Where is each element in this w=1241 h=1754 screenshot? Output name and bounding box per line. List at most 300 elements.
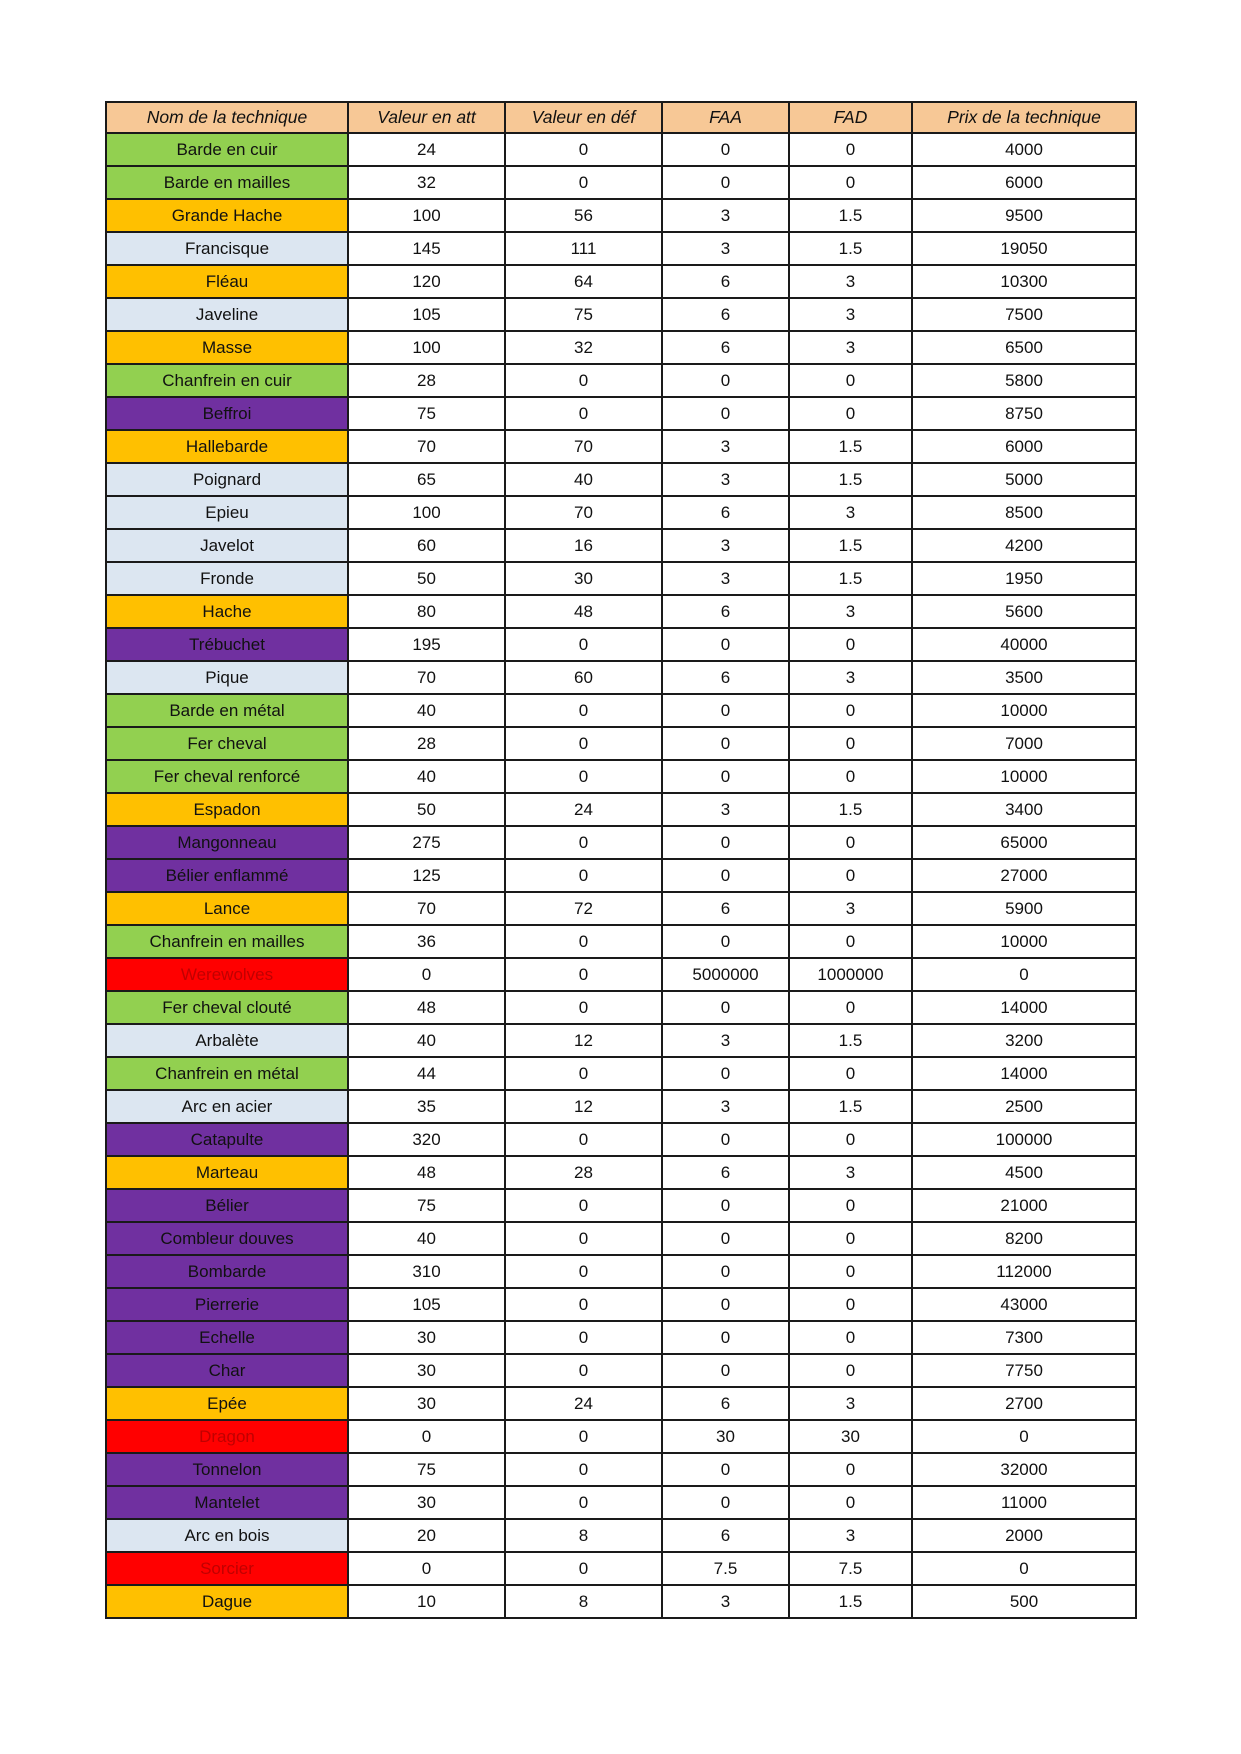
technique-name-cell: Werewolves xyxy=(106,958,348,991)
technique-fad-cell: 1.5 xyxy=(789,793,912,826)
technique-faa-cell: 0 xyxy=(662,1453,789,1486)
technique-name-cell: Javelot xyxy=(106,529,348,562)
technique-att-cell: 48 xyxy=(348,991,505,1024)
technique-faa-cell: 6 xyxy=(662,496,789,529)
technique-name-cell: Fer cheval clouté xyxy=(106,991,348,1024)
table-row xyxy=(106,694,1136,727)
technique-name-cell: Grande Hache xyxy=(106,199,348,232)
technique-name-cell: Espadon xyxy=(106,793,348,826)
technique-faa-cell: 0 xyxy=(662,859,789,892)
technique-def-cell: 64 xyxy=(505,265,662,298)
technique-fad-cell: 0 xyxy=(789,1321,912,1354)
table-row xyxy=(106,529,1136,562)
technique-def-cell: 70 xyxy=(505,430,662,463)
technique-prix-cell: 8750 xyxy=(912,397,1136,430)
technique-name-cell: Mangonneau xyxy=(106,826,348,859)
table-row xyxy=(106,628,1136,661)
column-header-faa: FAA xyxy=(662,102,789,133)
technique-faa-cell: 3 xyxy=(662,1024,789,1057)
technique-fad-cell: 0 xyxy=(789,1057,912,1090)
technique-def-cell: 0 xyxy=(505,991,662,1024)
technique-name-cell: Dague xyxy=(106,1585,348,1618)
technique-def-cell: 0 xyxy=(505,760,662,793)
table-row xyxy=(106,232,1136,265)
technique-fad-cell: 3 xyxy=(789,298,912,331)
technique-att-cell: 50 xyxy=(348,562,505,595)
table-row xyxy=(106,1519,1136,1552)
technique-fad-cell: 1.5 xyxy=(789,232,912,265)
technique-faa-cell: 0 xyxy=(662,925,789,958)
technique-def-cell: 48 xyxy=(505,595,662,628)
technique-att-cell: 10 xyxy=(348,1585,505,1618)
technique-def-cell: 0 xyxy=(505,1552,662,1585)
technique-faa-cell: 3 xyxy=(662,463,789,496)
technique-name-cell: Francisque xyxy=(106,232,348,265)
technique-att-cell: 36 xyxy=(348,925,505,958)
technique-def-cell: 0 xyxy=(505,1354,662,1387)
technique-att-cell: 310 xyxy=(348,1255,505,1288)
technique-fad-cell: 0 xyxy=(789,727,912,760)
table-row xyxy=(106,991,1136,1024)
technique-prix-cell: 100000 xyxy=(912,1123,1136,1156)
technique-faa-cell: 0 xyxy=(662,397,789,430)
technique-faa-cell: 30 xyxy=(662,1420,789,1453)
table-row xyxy=(106,1024,1136,1057)
technique-prix-cell: 7750 xyxy=(912,1354,1136,1387)
technique-def-cell: 0 xyxy=(505,397,662,430)
technique-faa-cell: 6 xyxy=(662,1387,789,1420)
technique-fad-cell: 3 xyxy=(789,331,912,364)
technique-fad-cell: 1.5 xyxy=(789,1585,912,1618)
technique-prix-cell: 6000 xyxy=(912,166,1136,199)
table-row xyxy=(106,496,1136,529)
technique-faa-cell: 3 xyxy=(662,562,789,595)
technique-def-cell: 0 xyxy=(505,859,662,892)
technique-att-cell: 30 xyxy=(348,1354,505,1387)
technique-prix-cell: 0 xyxy=(912,958,1136,991)
technique-name-cell: Bélier enflammé xyxy=(106,859,348,892)
table-row xyxy=(106,1288,1136,1321)
technique-att-cell: 100 xyxy=(348,199,505,232)
table-row xyxy=(106,562,1136,595)
technique-prix-cell: 8500 xyxy=(912,496,1136,529)
technique-faa-cell: 7.5 xyxy=(662,1552,789,1585)
technique-prix-cell: 2700 xyxy=(912,1387,1136,1420)
technique-prix-cell: 2500 xyxy=(912,1090,1136,1123)
technique-faa-cell: 0 xyxy=(662,1255,789,1288)
technique-def-cell: 0 xyxy=(505,133,662,166)
table-row xyxy=(106,1057,1136,1090)
technique-att-cell: 75 xyxy=(348,1453,505,1486)
technique-prix-cell: 0 xyxy=(912,1552,1136,1585)
technique-def-cell: 8 xyxy=(505,1585,662,1618)
technique-fad-cell: 1.5 xyxy=(789,463,912,496)
technique-def-cell: 56 xyxy=(505,199,662,232)
technique-prix-cell: 112000 xyxy=(912,1255,1136,1288)
technique-prix-cell: 2000 xyxy=(912,1519,1136,1552)
technique-faa-cell: 0 xyxy=(662,1057,789,1090)
technique-def-cell: 0 xyxy=(505,1420,662,1453)
technique-fad-cell: 1.5 xyxy=(789,562,912,595)
technique-name-cell: Epieu xyxy=(106,496,348,529)
technique-prix-cell: 1950 xyxy=(912,562,1136,595)
table-row xyxy=(106,595,1136,628)
technique-faa-cell: 5000000 xyxy=(662,958,789,991)
technique-def-cell: 70 xyxy=(505,496,662,529)
technique-name-cell: Hache xyxy=(106,595,348,628)
technique-faa-cell: 6 xyxy=(662,331,789,364)
technique-att-cell: 0 xyxy=(348,958,505,991)
technique-fad-cell: 0 xyxy=(789,628,912,661)
technique-name-cell: Arc en acier xyxy=(106,1090,348,1123)
technique-att-cell: 100 xyxy=(348,496,505,529)
technique-name-cell: Barde en métal xyxy=(106,694,348,727)
technique-fad-cell: 0 xyxy=(789,1123,912,1156)
technique-name-cell: Arc en bois xyxy=(106,1519,348,1552)
table-row xyxy=(106,1552,1136,1585)
technique-name-cell: Chanfrein en cuir xyxy=(106,364,348,397)
technique-att-cell: 50 xyxy=(348,793,505,826)
technique-att-cell: 20 xyxy=(348,1519,505,1552)
technique-faa-cell: 6 xyxy=(662,595,789,628)
technique-fad-cell: 0 xyxy=(789,166,912,199)
table-row xyxy=(106,892,1136,925)
technique-att-cell: 75 xyxy=(348,1189,505,1222)
technique-def-cell: 12 xyxy=(505,1090,662,1123)
technique-fad-cell: 0 xyxy=(789,1222,912,1255)
technique-prix-cell: 7000 xyxy=(912,727,1136,760)
technique-def-cell: 0 xyxy=(505,1189,662,1222)
technique-name-cell: Epée xyxy=(106,1387,348,1420)
table-row xyxy=(106,826,1136,859)
column-header-name: Nom de la technique xyxy=(106,102,348,133)
technique-fad-cell: 0 xyxy=(789,397,912,430)
technique-name-cell: Barde en mailles xyxy=(106,166,348,199)
technique-att-cell: 40 xyxy=(348,760,505,793)
technique-name-cell: Trébuchet xyxy=(106,628,348,661)
technique-prix-cell: 9500 xyxy=(912,199,1136,232)
technique-att-cell: 32 xyxy=(348,166,505,199)
table-row xyxy=(106,958,1136,991)
table-row xyxy=(106,661,1136,694)
technique-fad-cell: 3 xyxy=(789,892,912,925)
technique-prix-cell: 10300 xyxy=(912,265,1136,298)
technique-prix-cell: 3500 xyxy=(912,661,1136,694)
technique-att-cell: 65 xyxy=(348,463,505,496)
technique-faa-cell: 6 xyxy=(662,1519,789,1552)
technique-name-cell: Chanfrein en mailles xyxy=(106,925,348,958)
technique-faa-cell: 6 xyxy=(662,892,789,925)
technique-fad-cell: 0 xyxy=(789,133,912,166)
technique-def-cell: 0 xyxy=(505,1222,662,1255)
technique-att-cell: 30 xyxy=(348,1387,505,1420)
technique-att-cell: 195 xyxy=(348,628,505,661)
technique-prix-cell: 10000 xyxy=(912,760,1136,793)
technique-att-cell: 48 xyxy=(348,1156,505,1189)
technique-att-cell: 35 xyxy=(348,1090,505,1123)
table-row xyxy=(106,1453,1136,1486)
technique-faa-cell: 6 xyxy=(662,298,789,331)
technique-prix-cell: 7300 xyxy=(912,1321,1136,1354)
technique-att-cell: 105 xyxy=(348,298,505,331)
table-row xyxy=(106,1354,1136,1387)
technique-att-cell: 145 xyxy=(348,232,505,265)
technique-def-cell: 111 xyxy=(505,232,662,265)
table-row xyxy=(106,364,1136,397)
technique-prix-cell: 3400 xyxy=(912,793,1136,826)
technique-att-cell: 40 xyxy=(348,694,505,727)
technique-def-cell: 0 xyxy=(505,1123,662,1156)
technique-fad-cell: 0 xyxy=(789,1288,912,1321)
technique-prix-cell: 40000 xyxy=(912,628,1136,661)
table-row xyxy=(106,166,1136,199)
technique-att-cell: 0 xyxy=(348,1552,505,1585)
technique-name-cell: Arbalète xyxy=(106,1024,348,1057)
technique-name-cell: Fer cheval renforcé xyxy=(106,760,348,793)
technique-att-cell: 75 xyxy=(348,397,505,430)
table-row xyxy=(106,298,1136,331)
technique-faa-cell: 3 xyxy=(662,232,789,265)
technique-def-cell: 24 xyxy=(505,793,662,826)
technique-def-cell: 16 xyxy=(505,529,662,562)
techniques-table xyxy=(105,101,1137,1619)
technique-faa-cell: 0 xyxy=(662,694,789,727)
technique-faa-cell: 0 xyxy=(662,1486,789,1519)
technique-att-cell: 125 xyxy=(348,859,505,892)
technique-name-cell: Poignard xyxy=(106,463,348,496)
technique-prix-cell: 10000 xyxy=(912,925,1136,958)
technique-def-cell: 40 xyxy=(505,463,662,496)
technique-prix-cell: 8200 xyxy=(912,1222,1136,1255)
technique-name-cell: Echelle xyxy=(106,1321,348,1354)
technique-faa-cell: 0 xyxy=(662,1189,789,1222)
table-row xyxy=(106,430,1136,463)
technique-att-cell: 70 xyxy=(348,661,505,694)
technique-faa-cell: 0 xyxy=(662,364,789,397)
technique-att-cell: 100 xyxy=(348,331,505,364)
technique-fad-cell: 0 xyxy=(789,1354,912,1387)
technique-fad-cell: 1.5 xyxy=(789,199,912,232)
technique-att-cell: 40 xyxy=(348,1222,505,1255)
technique-name-cell: Dragon xyxy=(106,1420,348,1453)
technique-prix-cell: 500 xyxy=(912,1585,1136,1618)
technique-fad-cell: 0 xyxy=(789,694,912,727)
technique-fad-cell: 3 xyxy=(789,1156,912,1189)
table-row xyxy=(106,133,1136,166)
column-header-att: Valeur en att xyxy=(348,102,505,133)
technique-fad-cell: 3 xyxy=(789,595,912,628)
header-row xyxy=(106,102,1136,133)
technique-faa-cell: 0 xyxy=(662,1288,789,1321)
table-row xyxy=(106,331,1136,364)
technique-faa-cell: 0 xyxy=(662,1321,789,1354)
technique-fad-cell: 1000000 xyxy=(789,958,912,991)
technique-prix-cell: 14000 xyxy=(912,1057,1136,1090)
technique-att-cell: 0 xyxy=(348,1420,505,1453)
technique-att-cell: 28 xyxy=(348,727,505,760)
technique-name-cell: Combleur douves xyxy=(106,1222,348,1255)
column-header-def: Valeur en déf xyxy=(505,102,662,133)
technique-prix-cell: 14000 xyxy=(912,991,1136,1024)
technique-name-cell: Marteau xyxy=(106,1156,348,1189)
technique-prix-cell: 10000 xyxy=(912,694,1136,727)
technique-att-cell: 80 xyxy=(348,595,505,628)
technique-def-cell: 0 xyxy=(505,1255,662,1288)
technique-def-cell: 0 xyxy=(505,1453,662,1486)
technique-prix-cell: 5000 xyxy=(912,463,1136,496)
technique-prix-cell: 21000 xyxy=(912,1189,1136,1222)
technique-att-cell: 30 xyxy=(348,1486,505,1519)
technique-fad-cell: 0 xyxy=(789,364,912,397)
technique-def-cell: 0 xyxy=(505,826,662,859)
technique-att-cell: 105 xyxy=(348,1288,505,1321)
technique-def-cell: 0 xyxy=(505,694,662,727)
technique-def-cell: 0 xyxy=(505,1321,662,1354)
technique-att-cell: 44 xyxy=(348,1057,505,1090)
technique-att-cell: 24 xyxy=(348,133,505,166)
technique-prix-cell: 32000 xyxy=(912,1453,1136,1486)
technique-name-cell: Beffroi xyxy=(106,397,348,430)
table-row xyxy=(106,397,1136,430)
table-row xyxy=(106,1486,1136,1519)
technique-fad-cell: 0 xyxy=(789,760,912,793)
technique-def-cell: 0 xyxy=(505,727,662,760)
table-row xyxy=(106,793,1136,826)
table-row xyxy=(106,1090,1136,1123)
technique-def-cell: 0 xyxy=(505,958,662,991)
table-row xyxy=(106,1156,1136,1189)
technique-fad-cell: 1.5 xyxy=(789,1090,912,1123)
technique-att-cell: 275 xyxy=(348,826,505,859)
technique-def-cell: 0 xyxy=(505,925,662,958)
technique-def-cell: 60 xyxy=(505,661,662,694)
technique-faa-cell: 6 xyxy=(662,265,789,298)
technique-fad-cell: 1.5 xyxy=(789,1024,912,1057)
table-row xyxy=(106,1585,1136,1618)
table-row xyxy=(106,925,1136,958)
column-header-fad: FAD xyxy=(789,102,912,133)
technique-fad-cell: 3 xyxy=(789,1519,912,1552)
technique-name-cell: Sorcier xyxy=(106,1552,348,1585)
technique-def-cell: 0 xyxy=(505,1288,662,1321)
technique-faa-cell: 0 xyxy=(662,166,789,199)
table-row xyxy=(106,1189,1136,1222)
table-row xyxy=(106,760,1136,793)
table-row xyxy=(106,1321,1136,1354)
technique-prix-cell: 6500 xyxy=(912,331,1136,364)
technique-att-cell: 30 xyxy=(348,1321,505,1354)
table-row xyxy=(106,1387,1136,1420)
technique-fad-cell: 0 xyxy=(789,925,912,958)
technique-prix-cell: 4200 xyxy=(912,529,1136,562)
technique-fad-cell: 1.5 xyxy=(789,430,912,463)
technique-def-cell: 0 xyxy=(505,364,662,397)
technique-fad-cell: 0 xyxy=(789,826,912,859)
technique-fad-cell: 0 xyxy=(789,1255,912,1288)
technique-fad-cell: 3 xyxy=(789,265,912,298)
technique-faa-cell: 0 xyxy=(662,1354,789,1387)
technique-name-cell: Barde en cuir xyxy=(106,133,348,166)
table-row xyxy=(106,265,1136,298)
technique-prix-cell: 43000 xyxy=(912,1288,1136,1321)
technique-def-cell: 32 xyxy=(505,331,662,364)
technique-faa-cell: 0 xyxy=(662,133,789,166)
technique-fad-cell: 7.5 xyxy=(789,1552,912,1585)
technique-name-cell: Bélier xyxy=(106,1189,348,1222)
table-row xyxy=(106,463,1136,496)
technique-faa-cell: 3 xyxy=(662,793,789,826)
technique-fad-cell: 0 xyxy=(789,1189,912,1222)
technique-name-cell: Masse xyxy=(106,331,348,364)
technique-prix-cell: 19050 xyxy=(912,232,1136,265)
technique-faa-cell: 0 xyxy=(662,727,789,760)
technique-def-cell: 72 xyxy=(505,892,662,925)
technique-faa-cell: 3 xyxy=(662,529,789,562)
technique-att-cell: 28 xyxy=(348,364,505,397)
technique-fad-cell: 0 xyxy=(789,991,912,1024)
technique-faa-cell: 3 xyxy=(662,199,789,232)
technique-fad-cell: 0 xyxy=(789,859,912,892)
technique-name-cell: Javeline xyxy=(106,298,348,331)
technique-name-cell: Tonnelon xyxy=(106,1453,348,1486)
technique-att-cell: 60 xyxy=(348,529,505,562)
technique-name-cell: Fronde xyxy=(106,562,348,595)
technique-prix-cell: 27000 xyxy=(912,859,1136,892)
technique-name-cell: Catapulte xyxy=(106,1123,348,1156)
technique-fad-cell: 1.5 xyxy=(789,529,912,562)
column-header-prix: Prix de la technique xyxy=(912,102,1136,133)
technique-name-cell: Bombarde xyxy=(106,1255,348,1288)
technique-prix-cell: 4500 xyxy=(912,1156,1136,1189)
technique-att-cell: 40 xyxy=(348,1024,505,1057)
technique-att-cell: 120 xyxy=(348,265,505,298)
technique-fad-cell: 0 xyxy=(789,1453,912,1486)
technique-def-cell: 8 xyxy=(505,1519,662,1552)
technique-prix-cell: 5800 xyxy=(912,364,1136,397)
technique-faa-cell: 6 xyxy=(662,1156,789,1189)
technique-fad-cell: 3 xyxy=(789,661,912,694)
technique-prix-cell: 3200 xyxy=(912,1024,1136,1057)
technique-prix-cell: 5900 xyxy=(912,892,1136,925)
technique-faa-cell: 3 xyxy=(662,1585,789,1618)
technique-name-cell: Fléau xyxy=(106,265,348,298)
technique-name-cell: Chanfrein en métal xyxy=(106,1057,348,1090)
technique-def-cell: 24 xyxy=(505,1387,662,1420)
table-row xyxy=(106,1420,1136,1453)
technique-fad-cell: 3 xyxy=(789,496,912,529)
technique-name-cell: Fer cheval xyxy=(106,727,348,760)
technique-att-cell: 320 xyxy=(348,1123,505,1156)
technique-prix-cell: 5600 xyxy=(912,595,1136,628)
technique-def-cell: 28 xyxy=(505,1156,662,1189)
technique-faa-cell: 3 xyxy=(662,1090,789,1123)
technique-faa-cell: 0 xyxy=(662,760,789,793)
technique-name-cell: Hallebarde xyxy=(106,430,348,463)
technique-def-cell: 0 xyxy=(505,166,662,199)
technique-fad-cell: 0 xyxy=(789,1486,912,1519)
table-row xyxy=(106,1222,1136,1255)
table-row xyxy=(106,727,1136,760)
technique-name-cell: Lance xyxy=(106,892,348,925)
table-row xyxy=(106,199,1136,232)
technique-name-cell: Pique xyxy=(106,661,348,694)
technique-name-cell: Char xyxy=(106,1354,348,1387)
technique-faa-cell: 0 xyxy=(662,628,789,661)
technique-faa-cell: 0 xyxy=(662,1123,789,1156)
technique-faa-cell: 0 xyxy=(662,991,789,1024)
technique-def-cell: 30 xyxy=(505,562,662,595)
technique-prix-cell: 6000 xyxy=(912,430,1136,463)
